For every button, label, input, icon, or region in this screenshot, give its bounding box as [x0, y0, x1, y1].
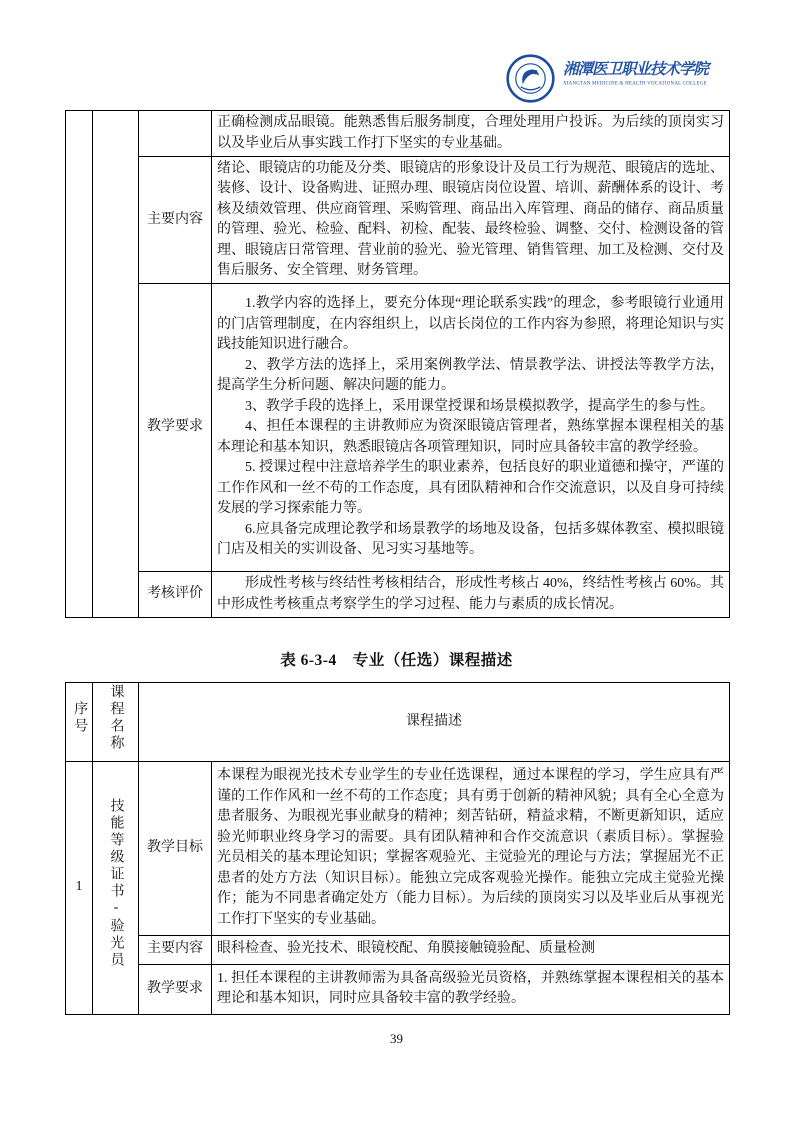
course-name-cell — [93, 761, 139, 1014]
assessment-text: 形成性考核与终结性考核相结合，形成性考核占 40%，终结性考核占 60%。其中形成性考核重点考察学生的学习过程、能力与素质的成长情况。 — [217, 576, 724, 612]
college-logo — [506, 54, 713, 103]
goal-continued-text: 正确检测成品眼镜。能熟悉售后服务制度，合理处理用户投诉。为后续的顶岗实习以及毕业后从事实践工作打下坚实的专业基础。 — [217, 115, 724, 151]
page-number: 39 — [390, 1031, 403, 1046]
college-name-cn: 湘潭医卫职业技术学院 — [563, 61, 709, 78]
course-name-cell-empty — [93, 111, 139, 618]
row-label-teaching-req: 教学要求 — [139, 284, 212, 572]
course-name-text: 技能等级证书-验光员 — [108, 798, 124, 970]
table-row-main-content — [66, 157, 730, 284]
teaching-req-text: 1. 担任本课程的主讲教师需为具备高级验光员资格，并熟练掌握本课程相关的基本理论和基本知识，同时应具备较丰富的教学经验。 — [217, 970, 724, 1006]
course-description-table-continued — [65, 110, 730, 618]
header-course-desc-cell: 课程描述 — [139, 683, 730, 762]
table-row-goal-continued — [66, 111, 730, 157]
table-header-row — [66, 683, 730, 762]
seq-cell-empty — [66, 111, 93, 618]
goal-continued-cell — [212, 111, 730, 157]
college-emblem-icon — [506, 54, 555, 103]
row-label-assessment: 考核评价 — [139, 572, 212, 618]
teaching-req-item: 3、教学手段的选择上，采用课堂授课和场景模拟教学，提高学生的参与性。 — [245, 398, 714, 414]
teaching-req-item: 2、教学方法的选择上，采用案例教学法、情景教学法、讲授法等教学方法，提高学生分析问题、解决问题的能力。 — [217, 357, 724, 394]
assessment-cell — [212, 572, 730, 618]
row-label-main-content: 主要内容 — [139, 935, 212, 964]
row-label-teaching-req: 教学要求 — [139, 964, 212, 1014]
seq-cell: 1 — [66, 761, 93, 1014]
teaching-req-cell — [212, 964, 730, 1014]
elective-course-table — [65, 682, 730, 1015]
header-course-name-label: 课程名称 — [108, 684, 124, 752]
header-course-name-cell — [93, 683, 139, 762]
row-label-main-content: 主要内容 — [139, 157, 212, 284]
college-name-block — [563, 61, 713, 93]
college-name-en: XIANGTAN MEDICINE & HEALTH VOCATIONAL COLLEGE — [563, 80, 707, 86]
main-content-cell — [212, 157, 730, 284]
row-label-goal: 教学目标 — [139, 761, 212, 935]
teaching-req-cell — [212, 284, 730, 572]
main-content-text: 绪论、眼镜店的功能及分类、眼镜店的形象设计及员工行为规范、眼镜店的选址、装修、设计、设备购进、证照办理、眼镜店岗位设置、培训、薪酬体系的设计、考核及绩效管理、供应商管理、采购管理、商品出入库管理、商品的储存、商品质量的管理、验光、检验、配料、初检、配装、最终检验、调整、交付、检测设备的管理、眼镜店日常管理、营业前的验光、验光管理、销售管理、加工及检测、交付及售后服务、安全管理、财务管理。 — [217, 160, 724, 278]
header-seq-label: 序号 — [72, 701, 88, 735]
teaching-req-item: 5. 授课过程中注意培养学生的职业素养，包括良好的职业道德和操守，严谨的工作作风和一丝不苟的工作态度，具有团队精神和合作交流意识，以及自身可持续发展的学习探索能力等。 — [217, 460, 724, 517]
main-content-text: 眼科检查、验光技术、眼镜校配、角膜接触镜验配、质量检测 — [217, 941, 595, 957]
table-row-goal — [66, 761, 730, 935]
teaching-req-item: 1.教学内容的选择上，要充分体现“理论联系实践”的理念，参考眼镜行业通用的门店管理制度，在内容组织上，以店长岗位的工作内容为参照，将理论知识与实践技能知识进行融合。 — [217, 296, 724, 353]
header-seq-cell — [66, 683, 93, 762]
table-caption: 表 6-3-4 专业（任选）课程描述 — [280, 652, 513, 669]
table-row-assessment — [66, 572, 730, 618]
row-label-empty — [139, 111, 212, 157]
goal-text: 本课程为眼视光技术专业学生的专业任选课程，通过本课程的学习，学生应具有严谨的工作作风和一丝不苟的工作态度；具有勇于创新的精神风貌；具有全心全意为患者服务、为眼视光事业献身的精神；刻苦钻研，精益求精，不断更新知识，适应验光师职业终身学习的需要。具有团队精神和合作交流意识（素质目标）。掌握验光员相关的基本理论知识；掌握客观验光、主觉验光的理论与方法；掌握屈光不正患者的处方方法（知识目标）。能独立完成客观验光操作。能独立完成主觉验光操作；能为不同患者确定处方（能力目标）。为后续的顶岗实习以及毕业后从事视光工作打下坚实的专业基础。 — [217, 768, 724, 927]
table-row-teaching-req — [66, 964, 730, 1014]
teaching-req-item: 4、担任本课程的主讲教师应为资深眼镜店管理者，熟练掌握本课程相关的基本理论和基本知识，熟悉眼镜店各项管理知识，同时应具备较丰富的教学经验。 — [217, 419, 724, 455]
main-content-cell — [212, 935, 730, 964]
goal-cell — [212, 761, 730, 935]
teaching-req-item: 6.应具备完成理论教学和场景教学的场地及设备，包括多媒体教室、模拟眼镜门店及相关的实训设备、见习实习基地等。 — [217, 521, 724, 558]
table-row-main-content — [66, 935, 730, 964]
table-row-teaching-req — [66, 284, 730, 572]
